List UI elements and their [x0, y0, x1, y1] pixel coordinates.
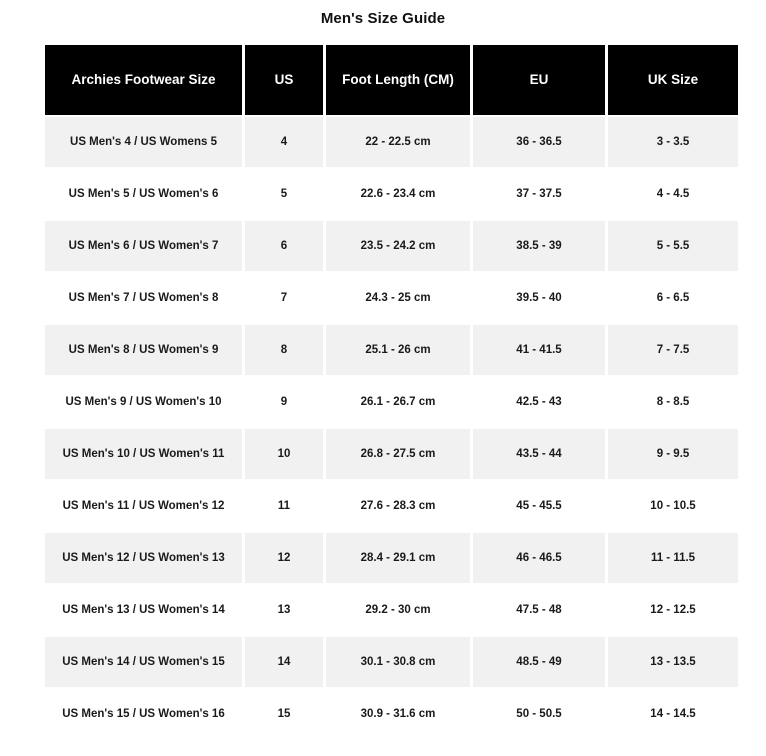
table-row — [45, 325, 738, 375]
cell-foot-length: 23.5 - 24.2 cm — [326, 221, 470, 271]
table-row — [45, 221, 738, 271]
cell-archies-size: US Men's 7 / US Women's 8 — [68, 292, 219, 304]
cell-uk: 4 - 4.5 — [656, 188, 690, 200]
cell-eu: 41 - 41.5 — [473, 325, 605, 375]
cell-foot-length: 28.4 - 29.1 cm — [326, 533, 470, 583]
cell-us: 7 — [280, 292, 288, 304]
cell-foot-length: 26.1 - 26.7 cm — [360, 396, 436, 408]
cell-archies-size: US Men's 8 / US Women's 9 — [45, 325, 242, 375]
cell-us: 10 — [245, 429, 323, 479]
table-row — [45, 169, 738, 219]
cell-archies-size: US Men's 13 / US Women's 14 — [62, 604, 225, 616]
cell-archies-size: US Men's 14 / US Women's 15 — [45, 637, 242, 687]
column-header-us: US — [245, 45, 323, 115]
table-row — [45, 481, 738, 531]
column-header-uk-size: UK Size — [608, 45, 738, 115]
cell-eu: 47.5 - 48 — [516, 604, 562, 616]
table-row — [45, 689, 738, 739]
cell-archies-size: US Men's 10 / US Women's 11 — [45, 429, 242, 479]
cell-foot-length: 22 - 22.5 cm — [326, 117, 470, 167]
cell-eu: 38.5 - 39 — [473, 221, 605, 271]
table-row — [45, 533, 738, 583]
table-body — [45, 117, 738, 739]
table-row — [45, 429, 738, 479]
cell-us: 14 — [245, 637, 323, 687]
cell-us: 11 — [277, 500, 291, 512]
cell-uk: 7 - 7.5 — [608, 325, 738, 375]
cell-us: 9 — [280, 396, 288, 408]
cell-foot-length: 30.1 - 30.8 cm — [326, 637, 470, 687]
table-header-row — [45, 45, 738, 115]
cell-us: 8 — [245, 325, 323, 375]
cell-eu: 39.5 - 40 — [516, 292, 562, 304]
cell-foot-length: 24.3 - 25 cm — [365, 292, 431, 304]
cell-eu: 45 - 45.5 — [516, 500, 562, 512]
column-header-eu: EU — [473, 45, 605, 115]
cell-eu: 46 - 46.5 — [473, 533, 605, 583]
cell-archies-size: US Men's 4 / US Womens 5 — [45, 117, 242, 167]
cell-foot-length: 25.1 - 26 cm — [326, 325, 470, 375]
cell-eu: 42.5 - 43 — [516, 396, 562, 408]
column-header-archies-size: Archies Footwear Size — [45, 45, 242, 115]
table-header — [45, 45, 738, 115]
cell-eu: 48.5 - 49 — [473, 637, 605, 687]
cell-uk: 13 - 13.5 — [608, 637, 738, 687]
column-header-foot-length: Foot Length (CM) — [326, 45, 470, 115]
cell-foot-length: 22.6 - 23.4 cm — [360, 188, 436, 200]
cell-foot-length: 26.8 - 27.5 cm — [326, 429, 470, 479]
cell-eu: 37 - 37.5 — [516, 188, 562, 200]
table-row — [45, 637, 738, 687]
table-row — [45, 117, 738, 167]
cell-foot-length: 27.6 - 28.3 cm — [360, 500, 436, 512]
cell-eu: 50 - 50.5 — [516, 708, 562, 720]
cell-foot-length: 29.2 - 30 cm — [365, 604, 431, 616]
cell-uk: 11 - 11.5 — [608, 533, 738, 583]
cell-eu: 36 - 36.5 — [473, 117, 605, 167]
cell-archies-size: US Men's 5 / US Women's 6 — [68, 188, 219, 200]
cell-us: 15 — [277, 708, 291, 720]
cell-uk: 9 - 9.5 — [608, 429, 738, 479]
cell-us: 13 — [277, 604, 291, 616]
cell-uk: 6 - 6.5 — [656, 292, 690, 304]
cell-eu: 43.5 - 44 — [473, 429, 605, 479]
cell-archies-size: US Men's 11 / US Women's 12 — [62, 500, 225, 512]
table-row — [45, 377, 738, 427]
cell-archies-size: US Men's 9 / US Women's 10 — [65, 396, 222, 408]
cell-uk: 10 - 10.5 — [650, 500, 696, 512]
page-title: Men's Size Guide — [320, 10, 446, 27]
table-row — [45, 273, 738, 323]
cell-archies-size: US Men's 6 / US Women's 7 — [45, 221, 242, 271]
cell-uk: 8 - 8.5 — [656, 396, 690, 408]
cell-uk: 14 - 14.5 — [650, 708, 696, 720]
table-row — [45, 585, 738, 635]
cell-foot-length: 30.9 - 31.6 cm — [360, 708, 436, 720]
cell-us: 5 — [280, 188, 288, 200]
cell-uk: 12 - 12.5 — [650, 604, 696, 616]
cell-uk: 3 - 3.5 — [608, 117, 738, 167]
cell-us: 6 — [245, 221, 323, 271]
cell-archies-size: US Men's 12 / US Women's 13 — [45, 533, 242, 583]
cell-us: 4 — [245, 117, 323, 167]
cell-archies-size: US Men's 15 / US Women's 16 — [62, 708, 225, 720]
cell-uk: 5 - 5.5 — [608, 221, 738, 271]
size-guide-table — [42, 43, 741, 741]
cell-us: 12 — [245, 533, 323, 583]
